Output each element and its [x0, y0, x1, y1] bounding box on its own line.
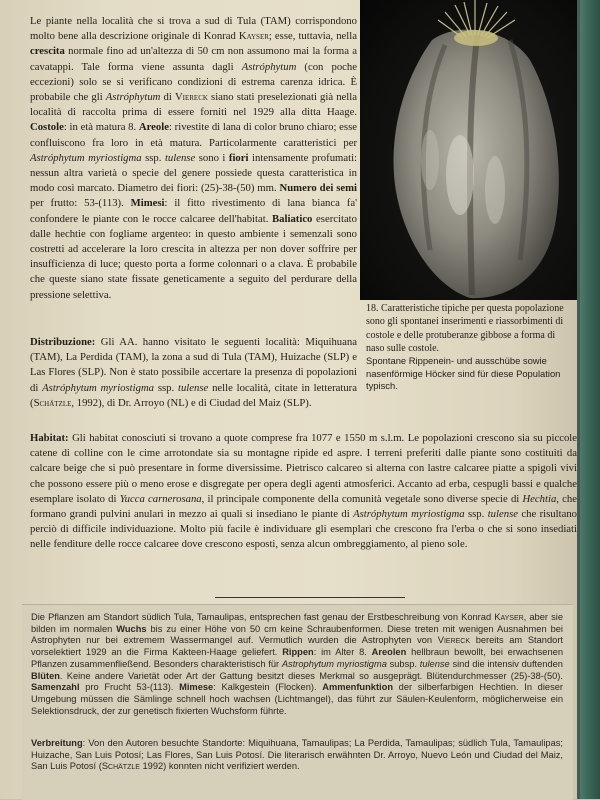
- text: , il principale componente della comunità vegetale sono diverse specie di: [201, 492, 523, 505]
- author-name: Viereck: [437, 635, 471, 646]
- author-name: Schätzle: [33, 396, 72, 409]
- subspecies-name: tulense: [177, 381, 209, 394]
- subspecies-name: tulense: [164, 151, 196, 164]
- text: , aber sie bilden im normalen: [31, 612, 563, 634]
- species-name: Astróphytum myriostigma: [30, 151, 142, 164]
- term-ammenfunktion: Ammenfunktion: [322, 682, 393, 693]
- text: , 1992), di Dr. Arroyo (NL) e di Ciudad del Maiz (SLP).: [71, 396, 312, 409]
- genus-name: Hechtia: [522, 492, 557, 505]
- text: ssp.: [154, 381, 178, 394]
- text: : rivestite di lana di color bruno chiaro; esse confluiscono fra loro in età matura. Particolarmente caratteristici per: [30, 121, 357, 149]
- german-verbreitung-paragraph: [31, 738, 563, 773]
- cactus-photo-icon: [360, 0, 577, 300]
- caption-german: Spontane Rippenein- und ausschübe sowie nasenförmige Höcker sind für diese Population typisch.: [366, 355, 561, 392]
- term-bluten: Blüten: [31, 670, 60, 681]
- species-name: Astróphytum: [105, 91, 161, 104]
- text: di: [160, 91, 175, 104]
- text: subsp.: [386, 658, 420, 669]
- text: Gli AA. hanno visitato le seguenti località: Miquihuana (TAM), La Perdida (TAM), la zona a sud di Tula (TAM), Huizache (SLP) e Las Flores (SLP). Non è stato possibile accertare la presenza di popolazioni di: [30, 336, 357, 394]
- distribuzione-paragraph: [30, 335, 357, 411]
- text: Die Pflanzen am Standort südlich Tula, Tamaulipas, entsprechen fast genau der Erstbeschreibung von Konrad: [31, 612, 495, 622]
- subspecies-name: tulense: [487, 508, 518, 521]
- species-name: Astrophytum myriostigma: [281, 658, 387, 669]
- term-semi: Numero dei semi: [279, 182, 357, 195]
- term-rippen: Rippen: [282, 647, 314, 658]
- figure-caption: [366, 302, 575, 393]
- term-mimese: Mimese: [179, 682, 214, 693]
- text: . Keine andere Varietät oder Art der Gattung besitzt dieses Merkmal so ausgeprägt. Blütendurchmesser (25)-38-(50).: [59, 670, 563, 681]
- text: (con poche eccezioni) solo se si verificano condizioni di estrema carenza idrica. È probabile che gli: [30, 60, 357, 104]
- species-name: Yucca carnerosana: [119, 492, 202, 505]
- text: pro Frucht 53-(113).: [79, 682, 180, 693]
- subspecies-name: tulense: [419, 658, 450, 669]
- text: sind die intensiv duftenden: [449, 658, 563, 669]
- text: normale fino ad un'altezza di 50 cm non assumono mai la forma a cavatappi. Tale forma viene assunta dagli: [30, 45, 357, 73]
- intro-paragraph: [30, 14, 357, 303]
- term-mimesi: Mimesi: [130, 197, 165, 210]
- text: 1992) konnten nicht verifiziert werden.: [139, 761, 300, 772]
- text: intensamente profumati: nessun altra varietà o specie del genere possiede questa caratteristica in modo così marcato. Diametro dei fiori: (25)-38-(50) mm.: [30, 151, 358, 195]
- text: bereits am Standort vorselektiert 1929 an die Firma Kakteen-Haage geliefert.: [31, 635, 563, 658]
- text: : in età matura 8.: [63, 121, 139, 134]
- term-crescita: crescita: [30, 45, 65, 58]
- author-name: Kayser: [494, 612, 524, 622]
- text: : Kalkgestein (Flocken).: [213, 682, 323, 693]
- text: per frutto: 53-(113).: [30, 197, 131, 210]
- text: che risultano perciò di difficile individuazione. Molto più facile è individuare gli esemplari che crescono fra l'erba o che si sono insediati nelle fenditure delle rocce calcaree dove crescono esposti, senza alcun ombreggiamento, al pieno sole.: [30, 508, 578, 551]
- author-name: Kayser: [238, 30, 269, 43]
- text: Gli habitat conosciuti si trovano a quote comprese fra 1077 e 1550 m s.l.m. Le popolazioni crescono sia su piccole catene di colline con le cime arrotondate sia su montagne ripide ed aspre. I terreni preferiti dalle piante sono costituiti da calcare beige che si può presentare in forme diversissime. Pietrisco calcareo si alterna con lastre calcaree piatte a spigoli vivi che possono essere più o meno erose e disgregate per opera degli agenti atmosferici. Accanto ad erba, cespugli bassi e qualche esemplare isolato di: [30, 432, 577, 505]
- text: ; esse, tuttavia, nella: [268, 30, 357, 43]
- page-edge-strip: [577, 0, 600, 799]
- author-name: Viereck: [174, 91, 208, 104]
- text: hellbraun bewollt, bei erwachsenen Pflanzen zusammenfließend. Besonders charakteristisch für: [31, 647, 563, 669]
- term-samenzahl: Samenzahl: [31, 682, 80, 693]
- species-name: Astróphytum myriostigma: [42, 381, 155, 394]
- text: ssp.: [141, 151, 165, 164]
- section-divider: [215, 597, 405, 598]
- term-costole: Costole: [30, 121, 64, 134]
- term-areole: Areole: [138, 121, 169, 134]
- text: sono i: [195, 151, 229, 164]
- text: esercitato dalle hechtie con fogliame argenteo: in questo ambiente i semenzali sono costretti ad accelerare la loro crescita in altezza per non dover soffrire per insufficienza di luce; questo porta a forme colonnari o a clava. È probabile che queste siano state fissate geneticamente a seguito del perdurare della pressione selettiva.: [30, 212, 357, 301]
- term-baliatico: Baliatico: [272, 212, 313, 225]
- habitat-paragraph: [30, 431, 577, 553]
- species-name: Astróphytum: [241, 60, 297, 73]
- cactus-photo: [360, 0, 577, 300]
- section-label-distribuzione: Distribuzione:: [30, 336, 96, 348]
- species-name: Astróphytum myriostigma: [353, 508, 465, 521]
- term-fiori: fiori: [228, 151, 249, 164]
- text: der silberfarbigen Hechtien. In dieser Umgebung müssen die Sämlinge schnell hoch wachsen (Lichtmangel), das führt zur Säulen-Keulenform, möglicherweise ein Selektionsdruck, der zur genetisch fixierten Wuchsform führte.: [31, 682, 563, 716]
- german-paragraph: [31, 612, 563, 717]
- text: : Von den Autoren besuchte Standorte: Miquihuana, Tamaulipas; La Perdida, Tamaulipas; südlich Tula, Tamaulipas; Huizache, San Luis Potosí; Las Flores, San Luis Potosí. Die literarisch erwähnten Dr. Arroyo, Nuevo León und Ciudad del Maiz, San Luis Potosí (: [31, 738, 563, 772]
- text: siano stati preselezionati già nella località di raccolta prima di essere forniti nel 1929 alla ditta Haage.: [30, 91, 357, 119]
- term-wuchs: Wuchs: [116, 623, 147, 634]
- text: : im Alter 8.: [313, 647, 372, 658]
- text: , che formano grandi pulvini anulari in mezzo ai quali si insediano le piante di: [30, 492, 577, 521]
- text: bis zu einer Höhe von 50 cm keine Schraubenformen. Diese treten mit wenigen Ausnahmen bei Astrophyten nur bei extremem Wassermangel auf. Vermutlich wurden die Astrophyten von: [31, 623, 563, 646]
- section-label-verbreitung: Verbreitung: [31, 738, 83, 748]
- text: Le piante nella località che si trova a sud di Tula (TAM) corrispondono molto bene alla descrizione originale di Konrad: [30, 15, 357, 43]
- author-name: Schätzle: [101, 761, 140, 772]
- caption-italian: 18. Caratteristiche tipiche per questa popolazione sono gli spontanei inserimenti e riassorbimenti di costole e delle protuberanze gibbose a forma di naso sulle costole.: [366, 303, 564, 354]
- text: : il fitto rivestimento di lana bianca fa' confondere le piante con le rocce calcaree dell'habitat.: [30, 197, 357, 225]
- text: ssp.: [464, 508, 488, 521]
- section-label-habitat: Habitat:: [30, 432, 69, 444]
- term-areolen: Areolen: [371, 647, 407, 658]
- text: nelle località, citate in letteratura (: [30, 381, 357, 409]
